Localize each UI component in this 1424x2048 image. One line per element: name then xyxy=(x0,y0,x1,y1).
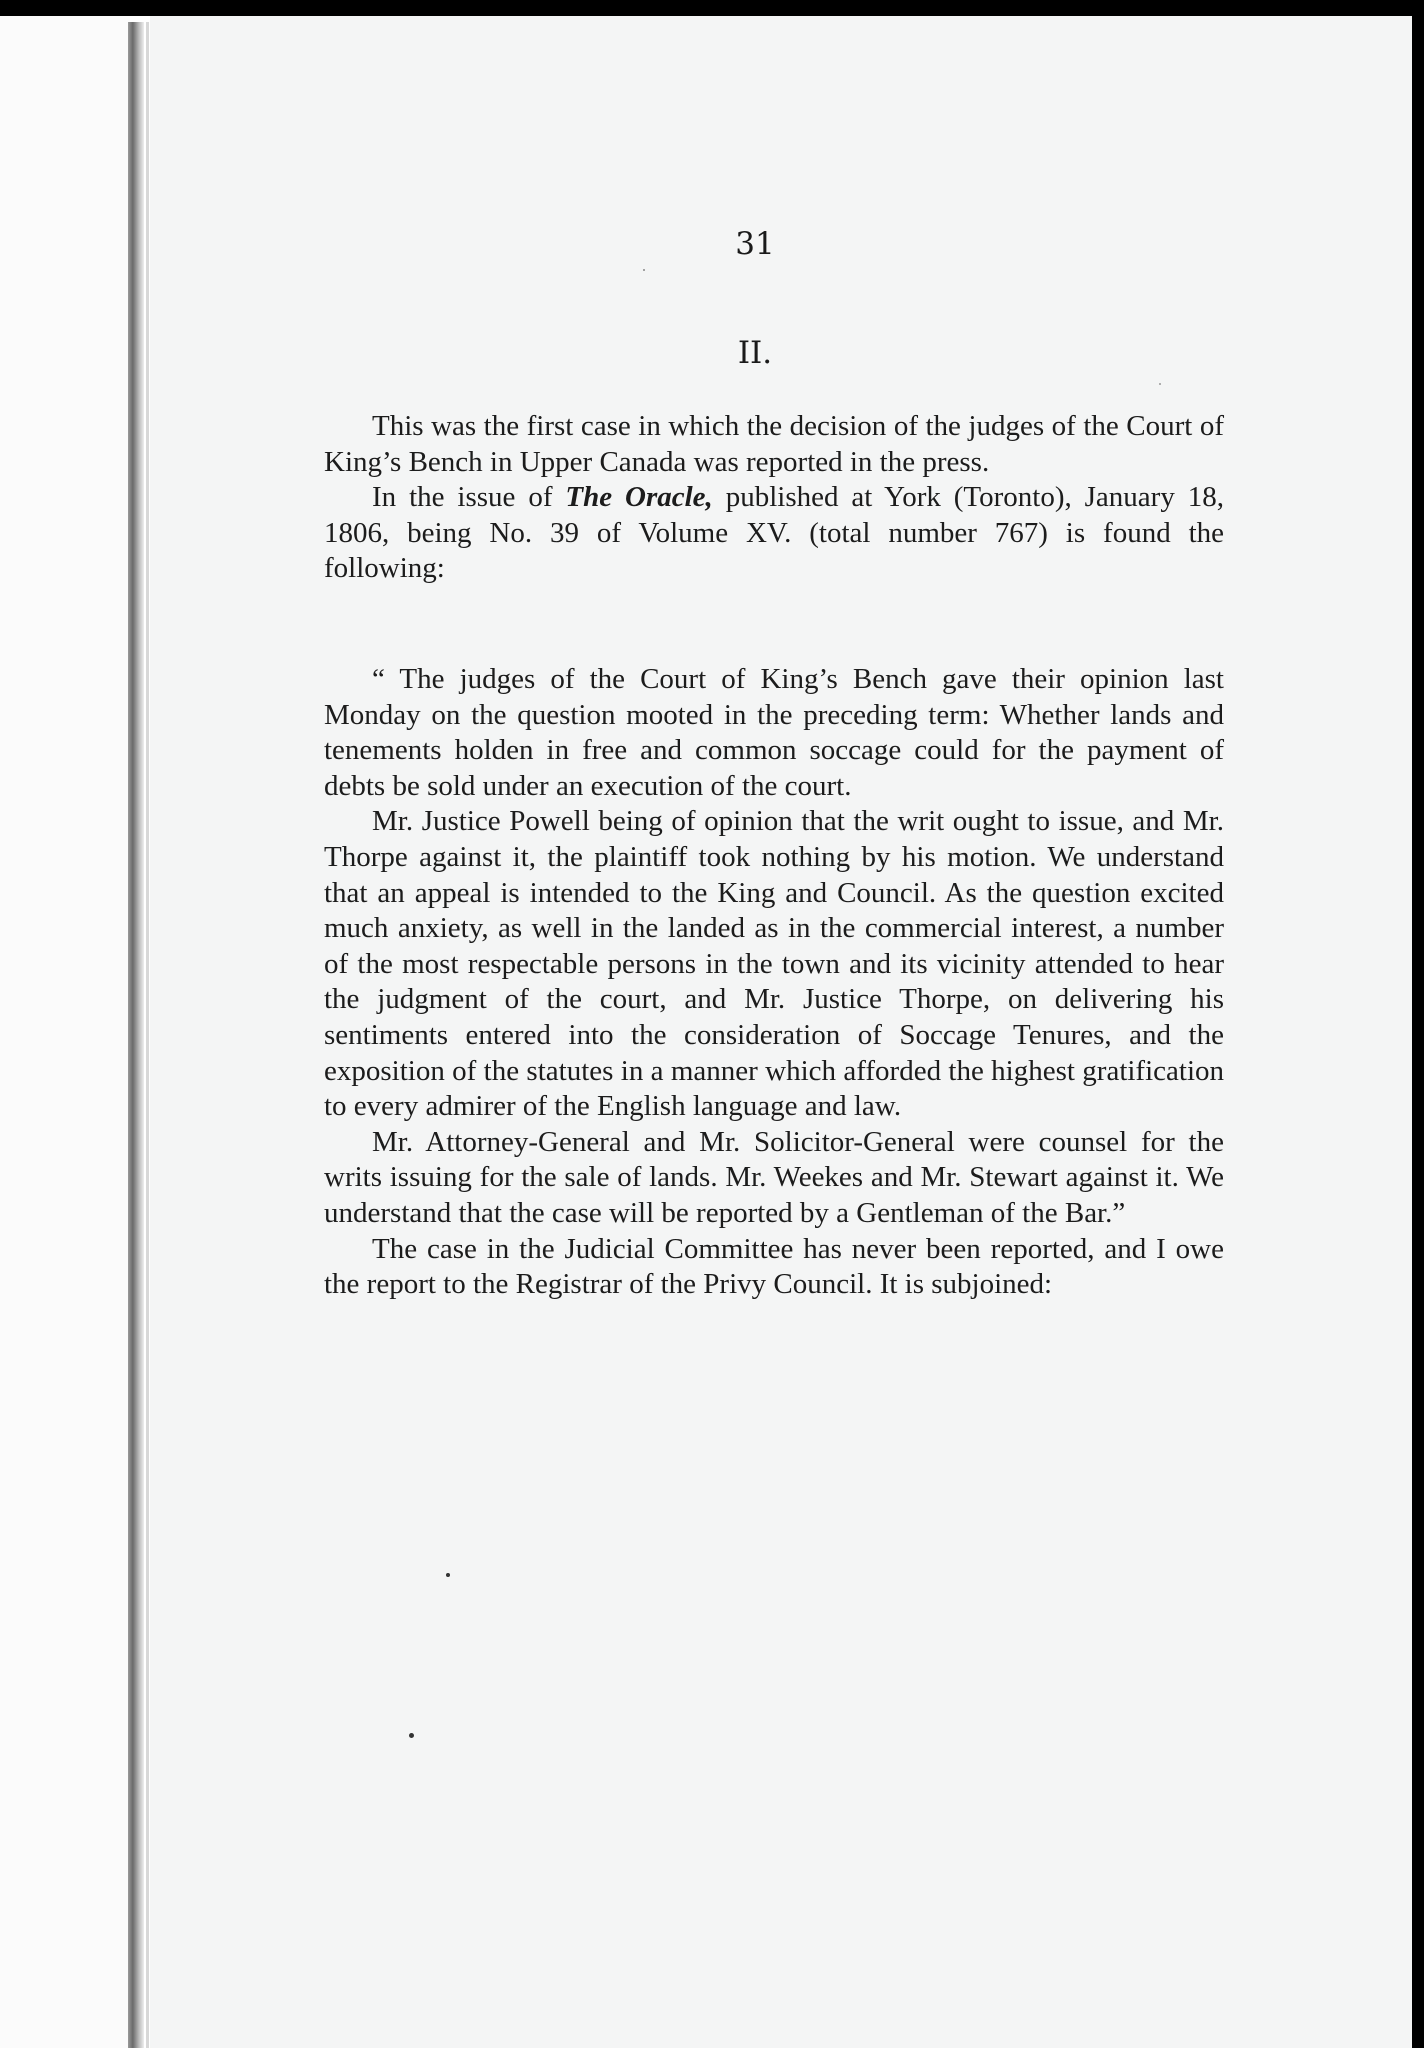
quote-paragraph-2: Mr. Justice Powell being of opinion that the writ ought to issue, and Mr. Thorpe against it, the plaintiff took nothing by his motion. We understand that an appeal is intended to the King and Council. As the question excited much anxiety, as well in the landed as in the commercial interest, a number of the most respectable persons in the town and its vicinity attended to hear the judgment of the court, and Mr. Justice Thorpe, on delivering his sentiments entered into the consideration of Soccage Tenures, and the exposition of the statutes in a manner which afforded the highest gratification to every admirer of the English language and law. xyxy=(324,805,1224,1123)
intro-paragraph-2-lead: In the issue of xyxy=(372,481,566,514)
intro-paragraph-2-rest: published at York (Toronto), January 18, 1806, being No. 39 of Volume XV. (total number 767) is found the following: xyxy=(324,481,1224,585)
book-gutter-shadow xyxy=(128,22,144,2048)
quote-paragraph-3: Mr. Attorney-General and Mr. Solicitor-General were counsel for the writs issuing for the sale of lands. Mr. Weekes and Mr. Stewart against it. We understand that the case will be reported by a Gentleman of the Bar.” xyxy=(324,1125,1224,1229)
newspaper-title: The Oracle, xyxy=(565,481,713,514)
intro-paragraph-1: This was the first case in which the decision of the judges of the Court of King’s Bench in Upper Canada was reported in the press. xyxy=(324,410,1224,478)
intro-paragraph-2 xyxy=(324,480,1224,587)
section-heading: II. xyxy=(737,335,773,371)
scan-right-border xyxy=(1412,0,1424,2048)
book-gutter-edge xyxy=(146,22,149,2048)
quote-paragraph-4: The case in the Judicial Committee has never been reported, and I owe the report to the Registrar of the Privy Council. It is subjoined: xyxy=(324,1232,1224,1301)
scan-speck xyxy=(643,269,645,271)
scan-top-border xyxy=(0,0,1424,16)
scan-speck xyxy=(1159,383,1161,385)
page-number: 31 xyxy=(735,226,775,262)
quoted-report xyxy=(324,662,1224,1303)
scan-left-margin xyxy=(0,16,130,2048)
intro-text xyxy=(324,409,1224,587)
scan-speck xyxy=(446,1573,450,1577)
scan-speck xyxy=(409,1733,414,1738)
quote-paragraph-1: “ The judges of the Court of King’s Bench gave their opinion last Monday on the question mooted in the preceding term: Whether lands and tenements holden in free and common soccage could for the payment of debts be sold under an execution of the court. xyxy=(324,663,1224,802)
